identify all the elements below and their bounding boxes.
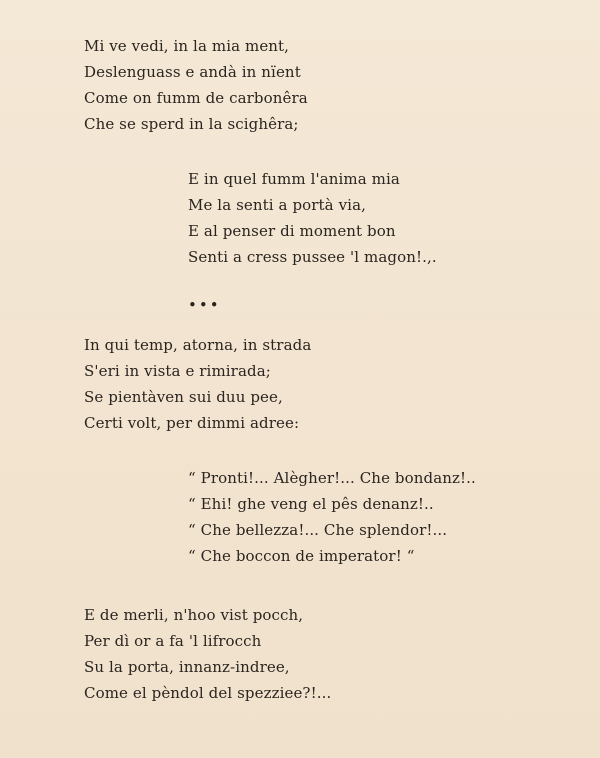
stanza-5 — [84, 602, 331, 706]
verse-line: E in quel fumm l'anima mia — [188, 170, 400, 188]
verse-line: Mi ve vedi, in la mia ment, — [84, 37, 290, 55]
verse-line: Per dì or a fa 'l lifrocch — [84, 632, 262, 650]
verse-line: “ Che bellezza!... Che splendor!... — [188, 521, 448, 539]
verse-line: Su la porta, innanz-indree, — [84, 658, 290, 676]
verse-line: “ Pronti!... Alègher!... Che bondanz!.. — [188, 469, 476, 487]
stanza-2 — [188, 166, 437, 270]
verse-line: S'eri in vista e rimirada; — [84, 362, 271, 380]
stanza-3 — [84, 332, 311, 436]
section-separator: ••• — [188, 296, 221, 314]
verse-line: In qui temp, atorna, in strada — [84, 336, 312, 354]
verse-line: Come on fumm de carbonêra — [84, 89, 308, 107]
stanza-1 — [84, 33, 308, 137]
verse-line: Come el pèndol del spezziee?!... — [84, 684, 332, 702]
verse-line: Che se sperd in la scighêra; — [84, 115, 299, 133]
verse-line: Senti a cress pussee 'l magon!.,. — [188, 248, 437, 266]
verse-line: Me la senti a portà via, — [188, 196, 366, 214]
verse-line: Deslenguass e andà in nïent — [84, 63, 301, 81]
verse-line: Certi volt, per dimmi adree: — [84, 414, 300, 432]
verse-line: E al penser di moment bon — [188, 222, 396, 240]
verse-line: E de merli, n'hoo vist pocch, — [84, 606, 304, 624]
verse-line: Se pientàven sui duu pee, — [84, 388, 283, 406]
verse-line: “ Ehi! ghe veng el pês denanz!.. — [188, 495, 434, 513]
stanza-4 — [188, 465, 476, 569]
verse-line: “ Che boccon de imperator! “ — [188, 547, 415, 565]
